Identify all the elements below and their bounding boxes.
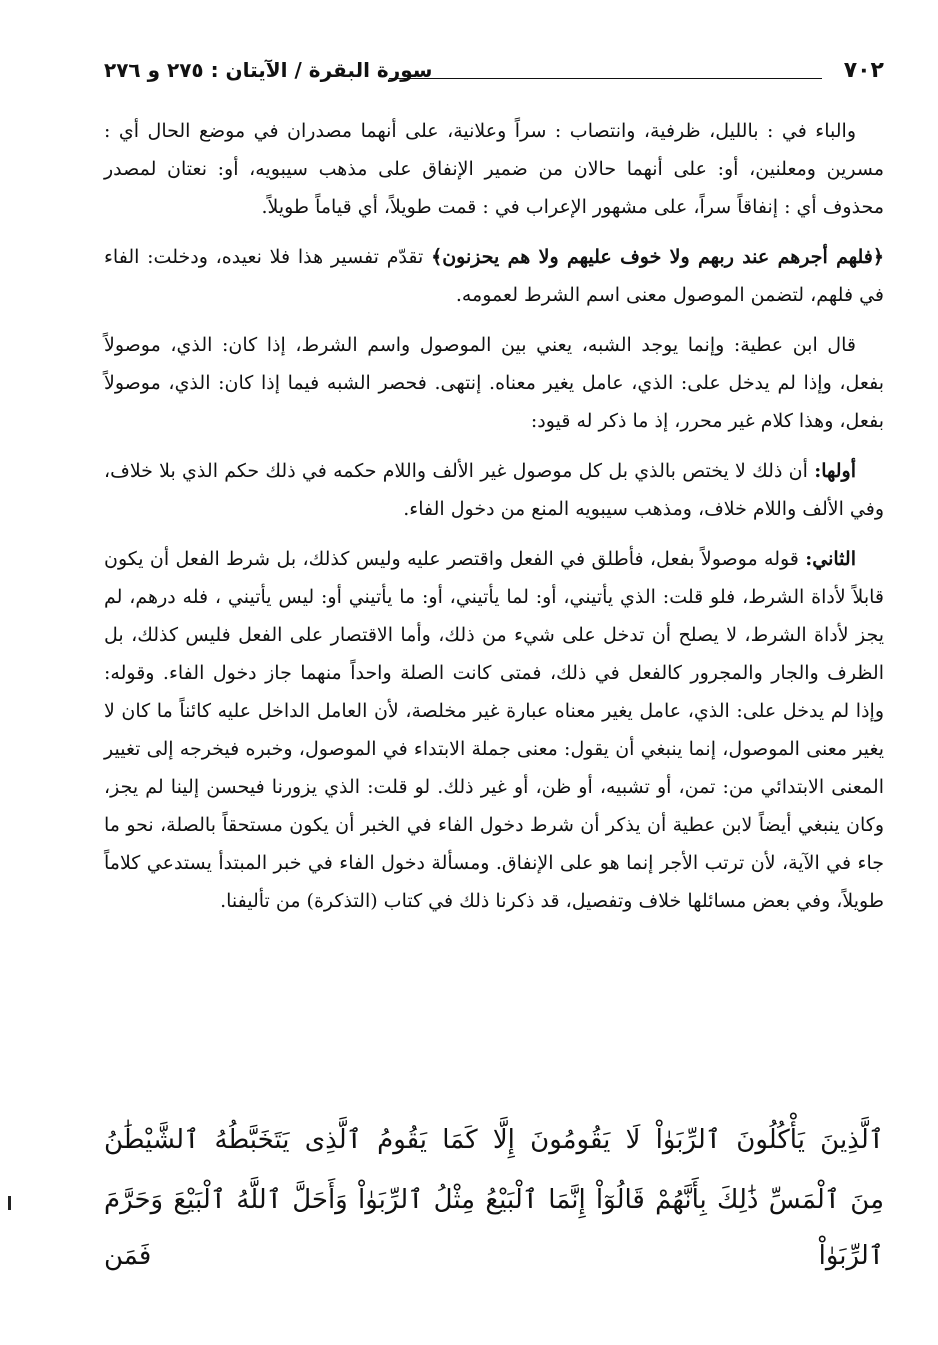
text-line: الحال أي : مسرين ومعلنين، أو: على أنهما حالان من ضمير الإنفاق على مذهب سيبويه،: [104, 120, 885, 180]
paragraph: [104, 238, 884, 314]
text-line: وأما الاقتصار على الفعل فليس كذلك، بل الظرف والجار والمجرور كالفعل في ذلك،: [104, 624, 884, 684]
text-line: حكم الذي بلا خلاف، وفي الألف واللام خلاف، ومذهب سيبويه المنع من دخول الفاء.: [104, 460, 884, 520]
text-line: قياماً طويلاً.: [261, 196, 352, 218]
text-line: الذي، موصولاً بفعل، وإذا لم يدخل على: الذي، عامل يغير معناه. إنتهى. فحصر الشبه: [104, 334, 884, 394]
body-text: [104, 112, 884, 920]
paragraph: [104, 326, 884, 440]
text-line: فمتى كانت الصلة واحداً منهما جاز دخول الفاء. وقوله: وإذا لم يدخل على: الذي،: [104, 662, 885, 722]
paragraph: [104, 540, 884, 920]
text-line: ومسألة دخول الفاء في خبر المبتدأ يستدعي كلاماً طويلاً، وفي بعض مسائلها خلاف: [104, 852, 884, 912]
text-line: قال ابن عطية: وإنما يوجد الشبه، يعني بين الموصول واسم الشرط، إذا كان:: [222, 334, 856, 356]
paragraph-lead: الثاني:: [805, 548, 856, 570]
verse-line-1: ٱلَّذِينَ يَأْكُلُونَ ٱلرِّبَوٰاْ لَا يَقُومُونَ إِلَّا كَمَا يَقُومُ ٱلَّذِى يَتَخَبَّطُهُ ٱلشَّيْطَٰنُ: [104, 1125, 884, 1155]
text-line: أو: ليس يأتيني ، فله درهم، لم يجز لأداة الشرط، لا يصلح أن تدخل على شيء من ذلك،: [104, 586, 885, 646]
paragraph-lead: أولها:: [814, 460, 856, 482]
text-line: والباء في : بالليل، ظرفية، وانتصاب : سراً وعلانية، على أنهما مصدران في موضع: [198, 120, 857, 142]
paragraph: [104, 452, 884, 528]
text-line: عامل يغير معناه عبارة غير مخلصة، لأن العامل الداخل عليه كائناً ما كان لا يغير معنى: [104, 700, 884, 760]
text-line: تقدّم تفسير هذا: [297, 246, 432, 268]
text-line: أن ذلك لا يختص بالذي بل كل موصول غير الألف واللام حكمه في ذلك: [265, 460, 815, 482]
text-line: تغيير المعنى الابتدائي من: تمن، أو تشبيه، أو ظن، أو غير ذلك. لو قلت: الذي يزورنا: [104, 738, 884, 798]
running-title: سورة البقرة / الآيتان : ٢٧٥ و ٢٧٦: [104, 58, 433, 82]
page-number: ٧٠٢: [843, 58, 884, 83]
text-line: الفعل أن يكون قابلاً لأداة الشرط، فلو قلت: الذي يأتيني، أو: لما يأتيني، أو: ما يأتيني: [104, 548, 884, 608]
header-rule: [389, 78, 822, 79]
quoted-verse: ﴿فلهم أجرهم عند ربهم ولا خوف عليهم ولا هم يحزنون﴾: [431, 246, 884, 268]
text-line: وتفصيل، قد ذكرنا ذلك في كتاب (التذكرة) من تأليفنا.: [220, 890, 633, 912]
verse-line-2: مِنَ ٱلْمَسِّ ذَٰلِكَ بِأَنَّهُمْ قَالُوٓاْ إِنَّمَا ٱلْبَيْعُ مِثْلُ ٱلرِّبَوٰاْ وَأَحَلَّ ٱللَّهُ ٱلْبَيْعَ وَحَرَّمَ ٱلرِّبَوٰاْ فَمَن: [104, 1185, 884, 1271]
text-line: فلا نعيده، ودخلت: الفاء في فلهم، لتضمن الموصول معنى اسم الشرط لعمومه.: [104, 246, 884, 306]
text-line: الموصول، إنما ينبغي أن يقول: معنى جملة الابتداء في الموصول، وخبره فيخرجه إلى: [146, 738, 800, 760]
text-line: قوله موصولاً بفعل، فأطلق في الفعل واقتصر عليه وليس كذلك، بل شرط: [226, 548, 806, 570]
text-line: فيحسن إلينا لم يجز، وكان ينبغي أيضاً لابن عطية أن يذكر أن شرط دخول الفاء في الخبر: [104, 776, 885, 836]
page-header: [104, 58, 884, 98]
text-line: أو: نعتان لمصدر محذوف أي : إنفاقاً سراً، على مشهور الإعراب في : قمت طويلاً، أي: [104, 158, 884, 218]
text-line: أن يكون مستحقاً بالصلة، نحو ما جاء في الآية، لأن ترتب الأجر إنما هو على الإنفاق.: [104, 814, 884, 874]
margin-mark: [8, 1196, 11, 1210]
text-line: فيما إذا كان: الذي، موصولاً بفعل، وهذا كلام غير محرر، إذ ما ذكر له قيود:: [104, 372, 884, 432]
paragraph: [104, 112, 884, 226]
